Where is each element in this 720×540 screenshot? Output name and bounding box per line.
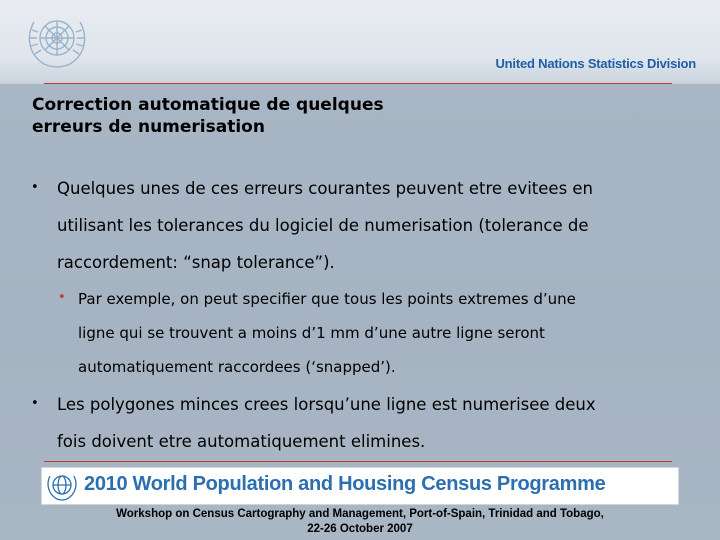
slide-title [32, 94, 552, 138]
footer [0, 507, 720, 537]
census-globe-icon [45, 470, 79, 502]
title-line-1: Correction automatique de quelques [32, 95, 384, 115]
bullet-1-line-3: raccordement: “snap tolerance”). [57, 253, 335, 272]
top-divider [44, 83, 672, 84]
sub-bullet-marker: • [58, 290, 66, 305]
bullet-1-line-2: utilisant les tolerances du logiciel de numerisation (tolerance de [57, 216, 589, 235]
bullet-2-line-2: fois doivent etre automatiquement elimines. [57, 432, 426, 451]
sub-bullet-line-1: Par exemple, on peut specifier que tous les points extremes d’une [78, 290, 576, 308]
bullet-1-text [57, 170, 717, 281]
footer-line-1: Workshop on Census Cartography and Management, Port-of-Spain, Trinidad and Tobago, [116, 508, 604, 520]
bullet-marker: • [31, 396, 39, 411]
bullet-marker: • [31, 180, 39, 195]
sub-bullet-line-2: ligne qui se trouvent a moins d’1 mm d’une autre ligne seront [78, 324, 545, 342]
bottom-divider [44, 461, 672, 462]
title-line-2: erreurs de numerisation [32, 117, 265, 137]
division-name: United Nations Statistics Division [495, 56, 696, 71]
header-band [0, 0, 720, 84]
footer-line-2: 22-26 October 2007 [307, 523, 413, 535]
un-emblem-icon [20, 8, 94, 74]
sub-bullet-1-text [78, 282, 718, 384]
bullet-1-line-1: Quelques unes de ces erreurs courantes peuvent etre evitees en [57, 179, 594, 198]
census-programme-banner [41, 467, 679, 505]
sub-bullet-line-3: automatiquement raccordees (‘snapped’). [78, 358, 396, 376]
bullet-2-text [57, 386, 717, 460]
bullet-2-line-1: Les polygones minces crees lorsqu’une ligne est numerisee deux [57, 395, 596, 414]
banner-title: 2010 World Population and Housing Census Programme [84, 473, 606, 495]
